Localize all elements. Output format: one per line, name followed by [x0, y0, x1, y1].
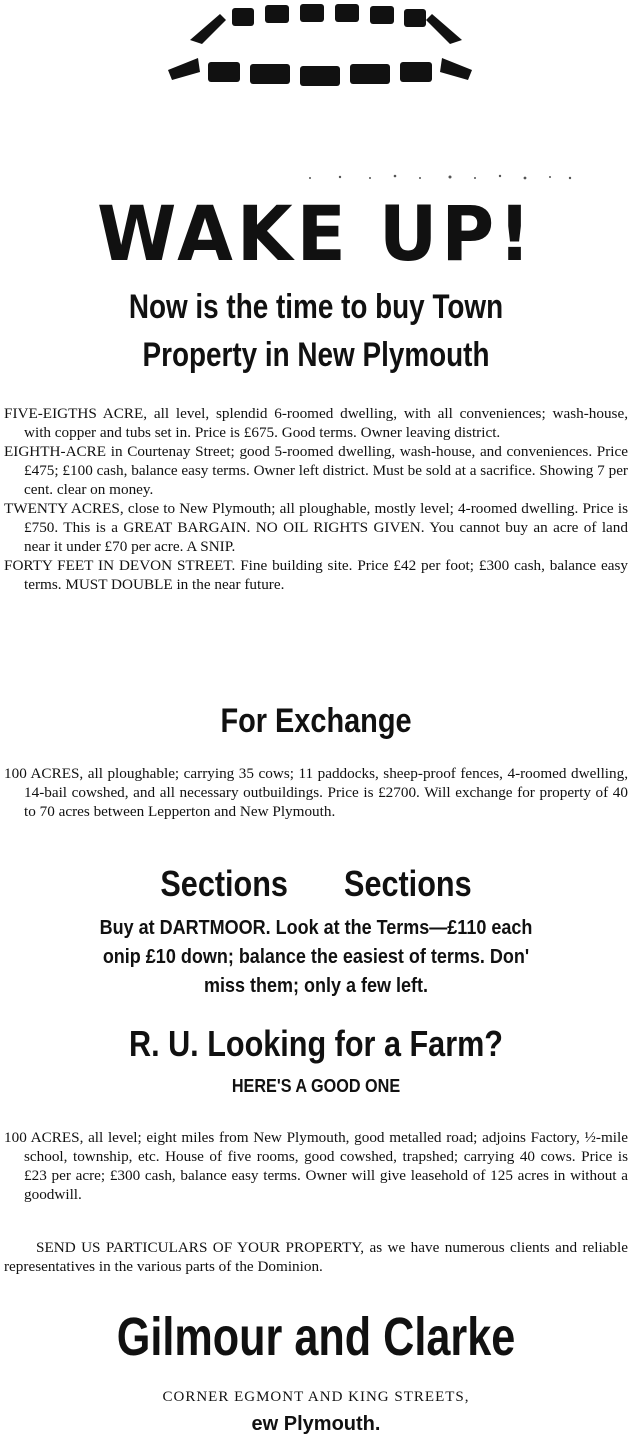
listing-forty-feet: FORTY FEET IN DEVON STREET. Fine building site. Price £42 per foot; £300 cash, balance easy terms. MUST DOUBLE in the near future.: [4, 557, 628, 593]
listing-100-acres-exchange: 100 ACRES, all ploughable; carrying 35 cows; 11 paddocks, sheep-proof fences, 4-roomed dwelling, 14-bail cowshed, and all necessary outbuildings. Price is £2700. Will exchange for property of 40 to 70 acres between Lepperton and New Plymouth.: [4, 765, 628, 820]
send-notice: [4, 1238, 628, 1276]
sections-text-line-3: miss them; only a few left.: [203, 975, 429, 997]
farm-heading: R. U. Looking for a Farm?: [128, 1023, 503, 1064]
subheadline-line-1: Now is the time to buy Town: [128, 288, 504, 326]
printer-dot-row: [300, 170, 580, 184]
sections-text-line-2: onip £10 down; balance the easiest of terms. Don': [102, 946, 530, 968]
farm-listings: [4, 1128, 628, 1204]
sections-heading: [47, 863, 584, 904]
headline: WAKE UP!: [96, 189, 536, 279]
farm-subheading: HERE'S A GOOD ONE: [231, 1076, 401, 1096]
decorative-ornament: [120, 0, 520, 95]
listing-100-acres-farm: 100 ACRES, all level; eight miles from New Plymouth, good metalled road; adjoins Factory, ½-mile school, township, etc. House of five rooms, good cowshed, trapshed; carrying 40 cows. Price is £23 per acre; £300 cash, balance easy terms. Owner will give leasehold of 125 acres in without a goodwill.: [4, 1129, 628, 1203]
sections-heading-right: Sections: [344, 863, 472, 904]
sections-text: [50, 914, 583, 1001]
exchange-listings: [4, 764, 628, 821]
send-notice-text: SEND US PARTICULARS OF YOUR PROPERTY, as we have numerous clients and reliable representatives in the various parts of the Dominion.: [4, 1239, 628, 1275]
town-listings: [4, 404, 628, 594]
firm-name: Gilmour and Clarke: [116, 1307, 516, 1367]
firm-address: CORNER EGMONT AND KING STREETS,: [162, 1389, 470, 1405]
listing-twenty-acres: TWENTY ACRES, close to New Plymouth; all ploughable, mostly level; 4-roomed dwelling. Price is £750. This is a GREAT BARGAIN. NO OIL RIGHTS GIVEN. You cannot buy an acre of land near it under £70 per acre. A SNIP.: [4, 500, 628, 555]
sections-heading-left: Sections: [160, 863, 288, 904]
subheadline-line-2: Property in New Plymouth: [142, 336, 490, 374]
firm-city: ew Plymouth.: [251, 1413, 381, 1435]
sections-text-line-1: Buy at DARTMOOR. Look at the Terms—£110 each: [99, 917, 533, 939]
listing-eighth-acre: EIGHTH-ACRE in Courtenay Street; good 5-roomed dwelling, wash-house, and conveniences. Price £475; £100 cash, balance easy terms. Owner left district. Must be sold at a sacrifice. Showing 7 per cent. clear on money.: [4, 443, 628, 498]
listing-five-eighths-acre: FIVE-EIGTHS ACRE, all level, splendid 6-roomed dwelling, with all conveniences; wash-house, with copper and tubs set in. Price is £675. Good terms. Owner leaving district.: [4, 405, 628, 441]
exchange-heading: For Exchange: [220, 702, 412, 740]
